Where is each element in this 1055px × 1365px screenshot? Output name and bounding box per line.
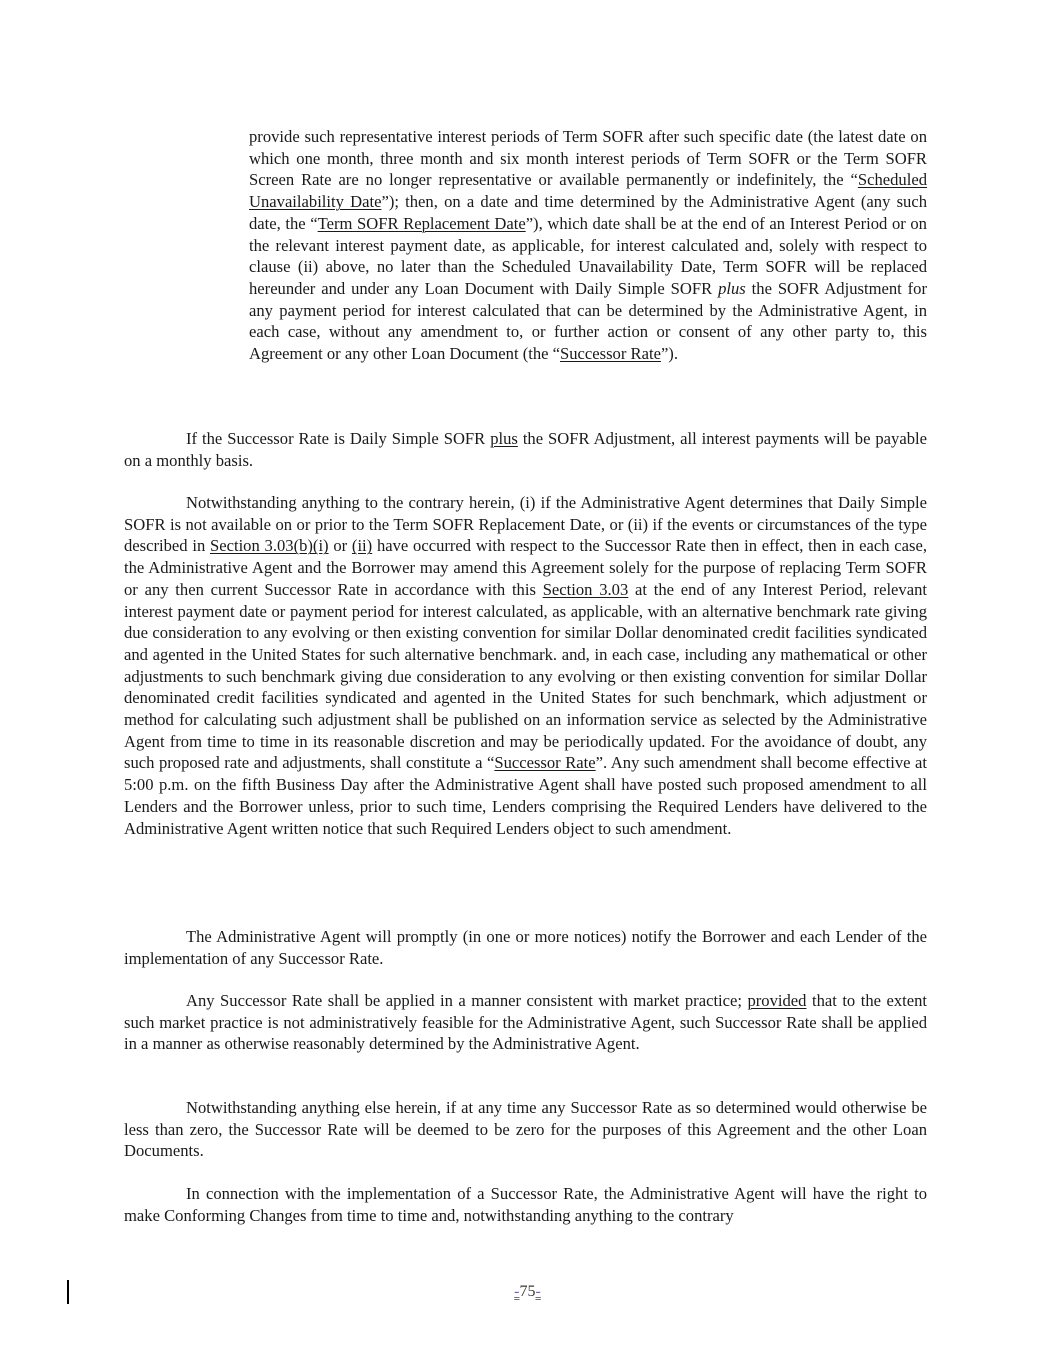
defined-term-scheduled-unavailability-date: Scheduled Unavailability Date — [249, 170, 927, 212]
text-run: If the Successor Rate is Daily Simple SOFR — [186, 429, 491, 448]
text-run: Notwithstanding anything to the contrary herein, (i) if the Administrative Agent determines that Daily Simple SOFR is not available on or prior to the Term SOFR Replacement Date, or (ii) if the events or circumstances of the type described in — [124, 493, 927, 556]
text-run: the SOFR Adjustment for any payment period for interest calculated that can be determined by the Administrative Agent, in each case, without any amendment to, or further action or consent of any other party to, this Agreement or any other Loan Document (the “ — [249, 278, 927, 364]
defined-term-successor-rate: Successor Rate — [494, 753, 596, 773]
text-run: ”). — [660, 344, 678, 364]
text-run: ”), which date shall be at the end of an Interest Period or on the relevant interest payment date, as applicable, for interest calculated and, solely with respect to clause (ii) above, no later than the Scheduled Unavailability Date, Term SOFR will be replaced hereunder and under any Loan Document with Daily Simple SOFR — [249, 213, 927, 298]
paragraph-zero-floor — [124, 1097, 927, 1162]
text-run: provide such representative interest periods of Term SOFR after such specific date (the latest date on which one month, three month and six month interest periods of Term SOFR or the Term SOFR Screen Rate are no longer representative or available permanently or indefinitely, the “ — [249, 127, 927, 190]
page-number-dash: - — [535, 1283, 541, 1300]
text-run: at the end of any Interest Period, relevant interest payment date or payment period for interest calculated, as applicable, with an alternative benchmark rate giving due consideration to any evolving or then existing convention for similar Dollar denominated credit facilities syndicated and agented in the United States for such alternative benchmark. and, in each case, including any mathematical or other adjustments to such benchmark giving due consideration to any evolving or then existing convention for similar Dollar denominated credit facilities syndicated and agented in the United States for such benchmark, which adjustment or method for calculating such adjustment shall be published on an information service as selected by the Administrative Agent from time to time in its reasonable discretion and may be periodically updated. For the avoidance of doubt, any such proposed rate and adjustments, shall constitute a “ — [124, 579, 927, 773]
paragraph-conforming-changes — [124, 1183, 927, 1226]
text-run: ”. Any such amendment shall become effective at 5:00 p.m. on the fifth Business Day after the Administrative Agent shall have posted such proposed amendment to all Lenders and the Borrower unless, prior to such time, Lenders comprising the Required Lenders have delivered to the Administrative Agent written notice that such Required Lenders object to such amendment. — [124, 753, 928, 838]
section-reference: Section 3.03 — [542, 579, 629, 599]
text-run: In connection with the implementation of a Successor Rate, the Administrative Agent will have the right to make Conforming Changes from time to time and, notwithstanding anything to the contrary — [124, 1184, 927, 1225]
italic-plus: plus — [718, 278, 746, 298]
underlined-provided: provided — [747, 991, 807, 1010]
text-run: Any Successor Rate shall be applied in a manner consistent with market practice; — [186, 991, 748, 1010]
text-run: or — [328, 536, 352, 556]
text-run: have occurred with respect to the Successor Rate then in effect, then in each case, the Administrative Agent and the Borrower may amend this Agreement solely for the purpose of replacing Term SOFR or any then current Successor Rate in accordance with this — [124, 536, 927, 599]
block-quote-paragraph — [249, 126, 927, 365]
paragraph-market-practice — [124, 990, 927, 1055]
text-run: The Administrative Agent will promptly (in one or more notices) notify the Borrower and each Lender of the implementation of any Successor Rate. — [124, 927, 927, 968]
text-run: ”); then, on a date and time determined by the Administrative Agent (any such date, the “ — [249, 192, 927, 233]
text-run: Notwithstanding anything else herein, if at any time any Successor Rate as so determined would otherwise be less than zero, the Successor Rate will be deemed to be zero for the purposes of this Agreement and the other Loan Documents. — [124, 1098, 927, 1161]
clause-reference: (ii) — [351, 536, 373, 556]
paragraph-monthly-payments — [124, 428, 927, 471]
paragraph-notification — [124, 926, 927, 969]
page-number — [0, 1283, 1055, 1301]
text-run: the SOFR Adjustment, all interest payments will be payable on a monthly basis. — [124, 429, 927, 470]
paragraph-amendment — [124, 492, 927, 839]
defined-term-term-sofr-replacement-date: Term SOFR Replacement Date — [317, 213, 526, 233]
defined-term-successor-rate: Successor Rate — [560, 344, 661, 364]
underlined-plus: plus — [490, 429, 518, 448]
page-number-value: 75 — [519, 1283, 536, 1300]
section-reference: Section 3.03(b)(i) — [210, 536, 329, 556]
text-run: that to the extent such market practice is not administratively feasible for the Administrative Agent, such Successor Rate shall be applied in a manner as otherwise reasonably determined by the Administrative Agent. — [124, 991, 928, 1054]
page-number-dash: - — [514, 1283, 520, 1300]
